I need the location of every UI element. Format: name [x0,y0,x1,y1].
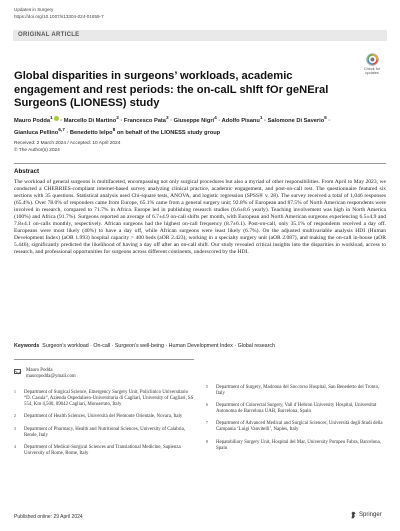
springer-horse-icon [350,511,357,519]
publisher-logo [350,511,382,519]
affiliation-text: Department of Advanced Medical and Surgical Sciences, Università degli Studi della Campania ‘Luigi Vanvitelli’, Naples, Italy [216,421,383,433]
author-line-2 [14,126,386,138]
journal-meta [14,6,104,20]
divider [14,163,386,164]
author-name[interactable]: · Adolfo Pisanu [216,117,260,124]
author-affiliation-sup: 6,7 [58,128,65,134]
affiliation-number: 6 [206,403,208,408]
author-affiliation-sup: 2 [116,116,119,121]
affiliation-number: 8 [206,439,208,444]
check-updates-icon [366,53,379,66]
abstract-text: The workload of general surgeons is multifaceted, encompassing not only surgical procedures but also a myriad of other responsibilities. From April to May 2023, we conducted a CHERRIES-compliant internet-based survey analyzing clinical practice, academic engagement, and post-on-call rest. The questionnaire featured six sections with 35 questions. Statistical analysis used Chi-square tests, ANOVA, and logistic regression (SPSS® v. 28). The survey received a total of 1,046 responses (65.4%). Over 78.0% of responders came from Europe, 65.1% came from a general surgery unit; 92.8% of European and 87.5% of North American respondents were involved in research, compared to 71.7% in Africa. Europe led in publishing research studies (6.6±8.6 yearly). Teaching involvement was high in North America (100%) and Africa (91.7%). Surgeons reported an average of 6.7±4.9 on-call shifts per month, with European and North American surgeons experiencing 6.5±4.9 and 7.8±4.1 on-calls monthly, respectively. African surgeons had the highest on-call frequency (8.7±6.1). Post-on-call, only 35.1% of respondents received a day off. Europeans were most likely (40%) to have a day off, while African surgeons were least likely (6.7%). On the adjusted multivariable analysis HDI (Human Development Index) (aOR 1.993) hospital capacity > 400 beds (aOR 2.423), working in a specialty surgery unit (aOR 2.087), and making the on-call in-house (aOR 5.446), significantly predicted the likelihood of having a day off after an on-call shift. Our study revealed critical insights into the disparities in workload, access to research, and professional opportunities for surgeons across different continents, underscored by the HDI. [14,179,386,256]
affiliation-text: Department of Pharmacy, Health and Nutritional Sciences, University of Calabria, Rende, Italy [24,426,186,438]
author-name[interactable]: · Francesco Pata [118,117,166,124]
affiliation-number: 7 [206,421,208,426]
article-dates [14,141,120,154]
author-name[interactable]: · Marcello Di Martino [58,117,117,124]
affiliation-item [14,427,194,439]
publisher-name: Springer [359,512,382,518]
corresponding-author: Mauro Podda [26,368,53,373]
author-name[interactable]: · Giuseppe Nigri [168,117,215,124]
article-title: Global disparities in surgeons’ workloads, academic engagement and rest periods: the on-calL shIft fOr geNEral SurgeonS (LIONESS) study [14,70,329,110]
journal-name: Updates in Surgery [14,7,54,12]
published-date: Published online: 29 April 2024 [14,514,83,520]
affiliation-item [206,403,386,415]
affiliation-text: Department of Health Sciences, Università del Piemonte Orientale, Novara, Italy [24,414,183,420]
affiliation-text: Hepatobiliary Surgery Unit, Hospital del Mar, University Pompeu Fabra, Barcelona, Spain [216,439,382,451]
abstract-heading: Abstract [14,168,40,175]
check-for-updates-badge[interactable] [358,53,386,76]
author-list [14,114,386,139]
author-affiliation-sup: 8 [112,128,116,134]
doi-link[interactable]: https://doi.org/10.1007/s13304-024-01859-7 [14,14,104,19]
affiliation-number: 2 [14,414,16,419]
keywords [14,343,386,349]
author-line-1 [14,114,386,126]
received-accepted-dates: Received: 2 March 2024 / Accepted: 10 April 2024 [14,141,121,146]
affiliation-number: 4 [14,444,16,449]
keywords-label: Keywords [14,343,40,349]
affiliation-item [14,445,194,457]
author-name[interactable]: · Salomone Di Saverio [262,117,325,124]
affiliations-right-column [206,385,386,458]
footnote-divider [14,359,194,360]
check-updates-label: Check for updates [363,67,381,76]
author-name[interactable]: Mauro Podda [14,117,51,124]
affiliation-text: Department of Surgery, Madonna del Soccorso Hospital, San Benedetto del Tronto, Italy [216,385,380,397]
author-affiliation-sup: 1 [259,116,263,121]
affiliation-text: Department of Medical-Surgical Sciences and Translational Medicine, Sapienza University of Rome, Rome, Italy [24,444,181,456]
affiliation-number: 5 [206,385,208,389]
author-name[interactable]: · Benedetto Ielpo [64,130,113,137]
affiliation-item [206,421,386,433]
article-type: ORIGINAL ARTICLE [18,32,80,38]
affiliation-number: 3 [14,426,16,431]
envelope-icon [14,369,21,374]
author-affiliation-sup: 3 [165,116,169,121]
corresponding-email[interactable]: mauropodda@ymail.com [26,374,76,380]
affiliation-text: Department of Colorectal Surgery, Vall d’Hebron University Hospital, Universitat Autonoma de Barcelona UAB, Barcelona, Spain [216,403,377,415]
affiliation-item [14,390,194,408]
author-affiliation-sup: 4 [214,116,217,121]
affiliation-text: Department of Surgical Science, Emergency Surgery Unit, Policlinico Universitario “D. Casula”, Azienda Ospedaliero-Universitaria di Cagliari, University of Cagliari, SS 554, Km 4,500, 09042 Cagliari, Monserrato, Italy [24,390,194,408]
keywords-text: Surgeon’s workload · On-call · Surgeon’s well-being · Human Development Index · Global research [42,343,275,349]
affiliation-item [206,440,386,452]
affiliation-item [14,414,194,420]
author-affiliation-sup: 5 [324,116,327,121]
article-type-bar [13,30,387,41]
author-name[interactable]: Gianluca Pellino [14,130,59,137]
copyright-notice: © The Author(s) 2024 [14,147,60,153]
affiliations-left-column [14,368,194,463]
correspondence [14,368,194,380]
author-separator: · [326,117,331,124]
affiliation-item [206,385,386,397]
author-group: on behalf of the LIONESS study group [115,130,221,137]
affiliation-number: 1 [14,390,16,395]
author-affiliation-sup: 1 [50,116,53,121]
